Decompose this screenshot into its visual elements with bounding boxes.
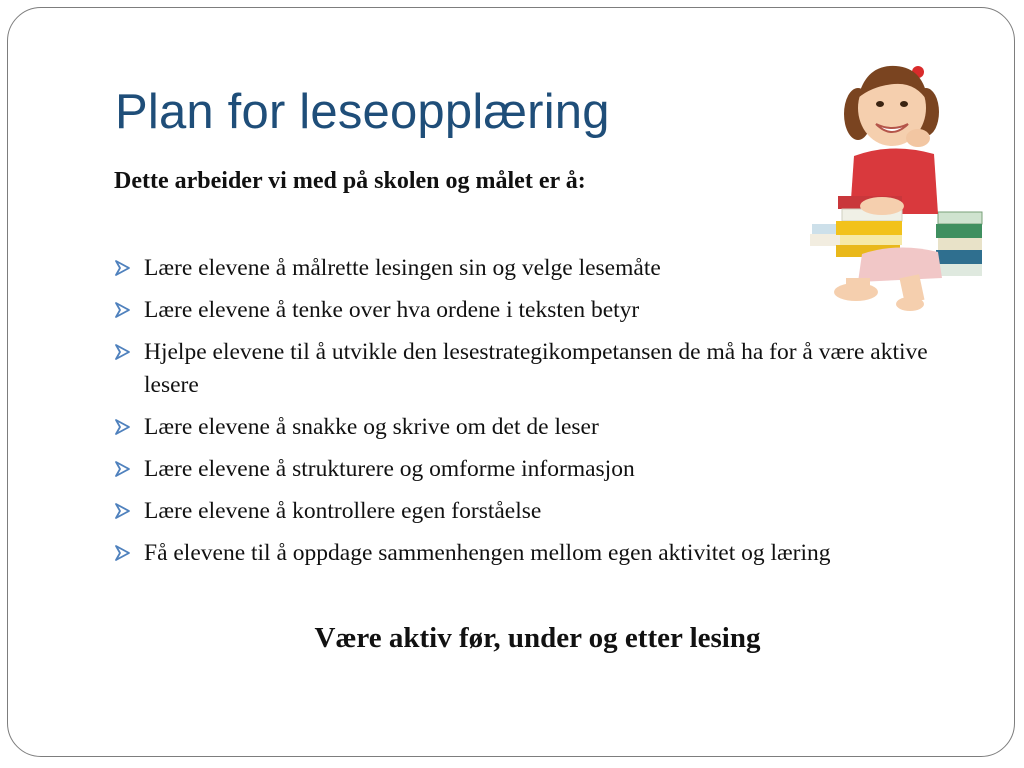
bullet-item — [114, 495, 974, 528]
arrow-bullet-icon — [114, 301, 132, 319]
bullet-text: Lære elevene å målrette lesingen sin og velge lesemåte — [144, 255, 661, 281]
bullet-text: Lære elevene å snakke og skrive om det de leser — [144, 414, 599, 440]
bullet-text: Hjelpe elevene til å utvikle den lesestrategikompetansen de må ha for å være aktive lesere — [144, 339, 928, 398]
intro-text: Dette arbeider vi med på skolen og målet er å: — [114, 168, 586, 194]
book-stack-right — [936, 212, 982, 276]
bullet-text: Lære elevene å kontrollere egen forståelse — [144, 498, 542, 524]
arrow-bullet-icon — [114, 259, 132, 277]
arrow-bullet-icon — [114, 343, 132, 361]
arrow-bullet-icon — [114, 418, 132, 436]
bullet-text: Lære elevene å strukturere og omforme informasjon — [144, 456, 635, 482]
arrow-bullet-icon — [114, 502, 132, 520]
closing-statement: Være aktiv før, under og etter lesing — [314, 622, 761, 654]
girl-with-books-image — [806, 46, 984, 314]
bullet-text: Lære elevene å tenke over hva ordene i teksten betyr — [144, 297, 640, 323]
slide-title: Plan for leseopplæring — [115, 85, 610, 139]
arrow-bullet-icon — [114, 544, 132, 562]
bullet-text: Få elevene til å oppdage sammenhengen mellom egen aktivitet og læring — [144, 540, 831, 566]
bullet-item — [114, 537, 974, 570]
bullet-item — [114, 336, 974, 402]
arrow-bullet-icon — [114, 460, 132, 478]
bullet-item — [114, 411, 974, 444]
bullet-item — [114, 453, 974, 486]
